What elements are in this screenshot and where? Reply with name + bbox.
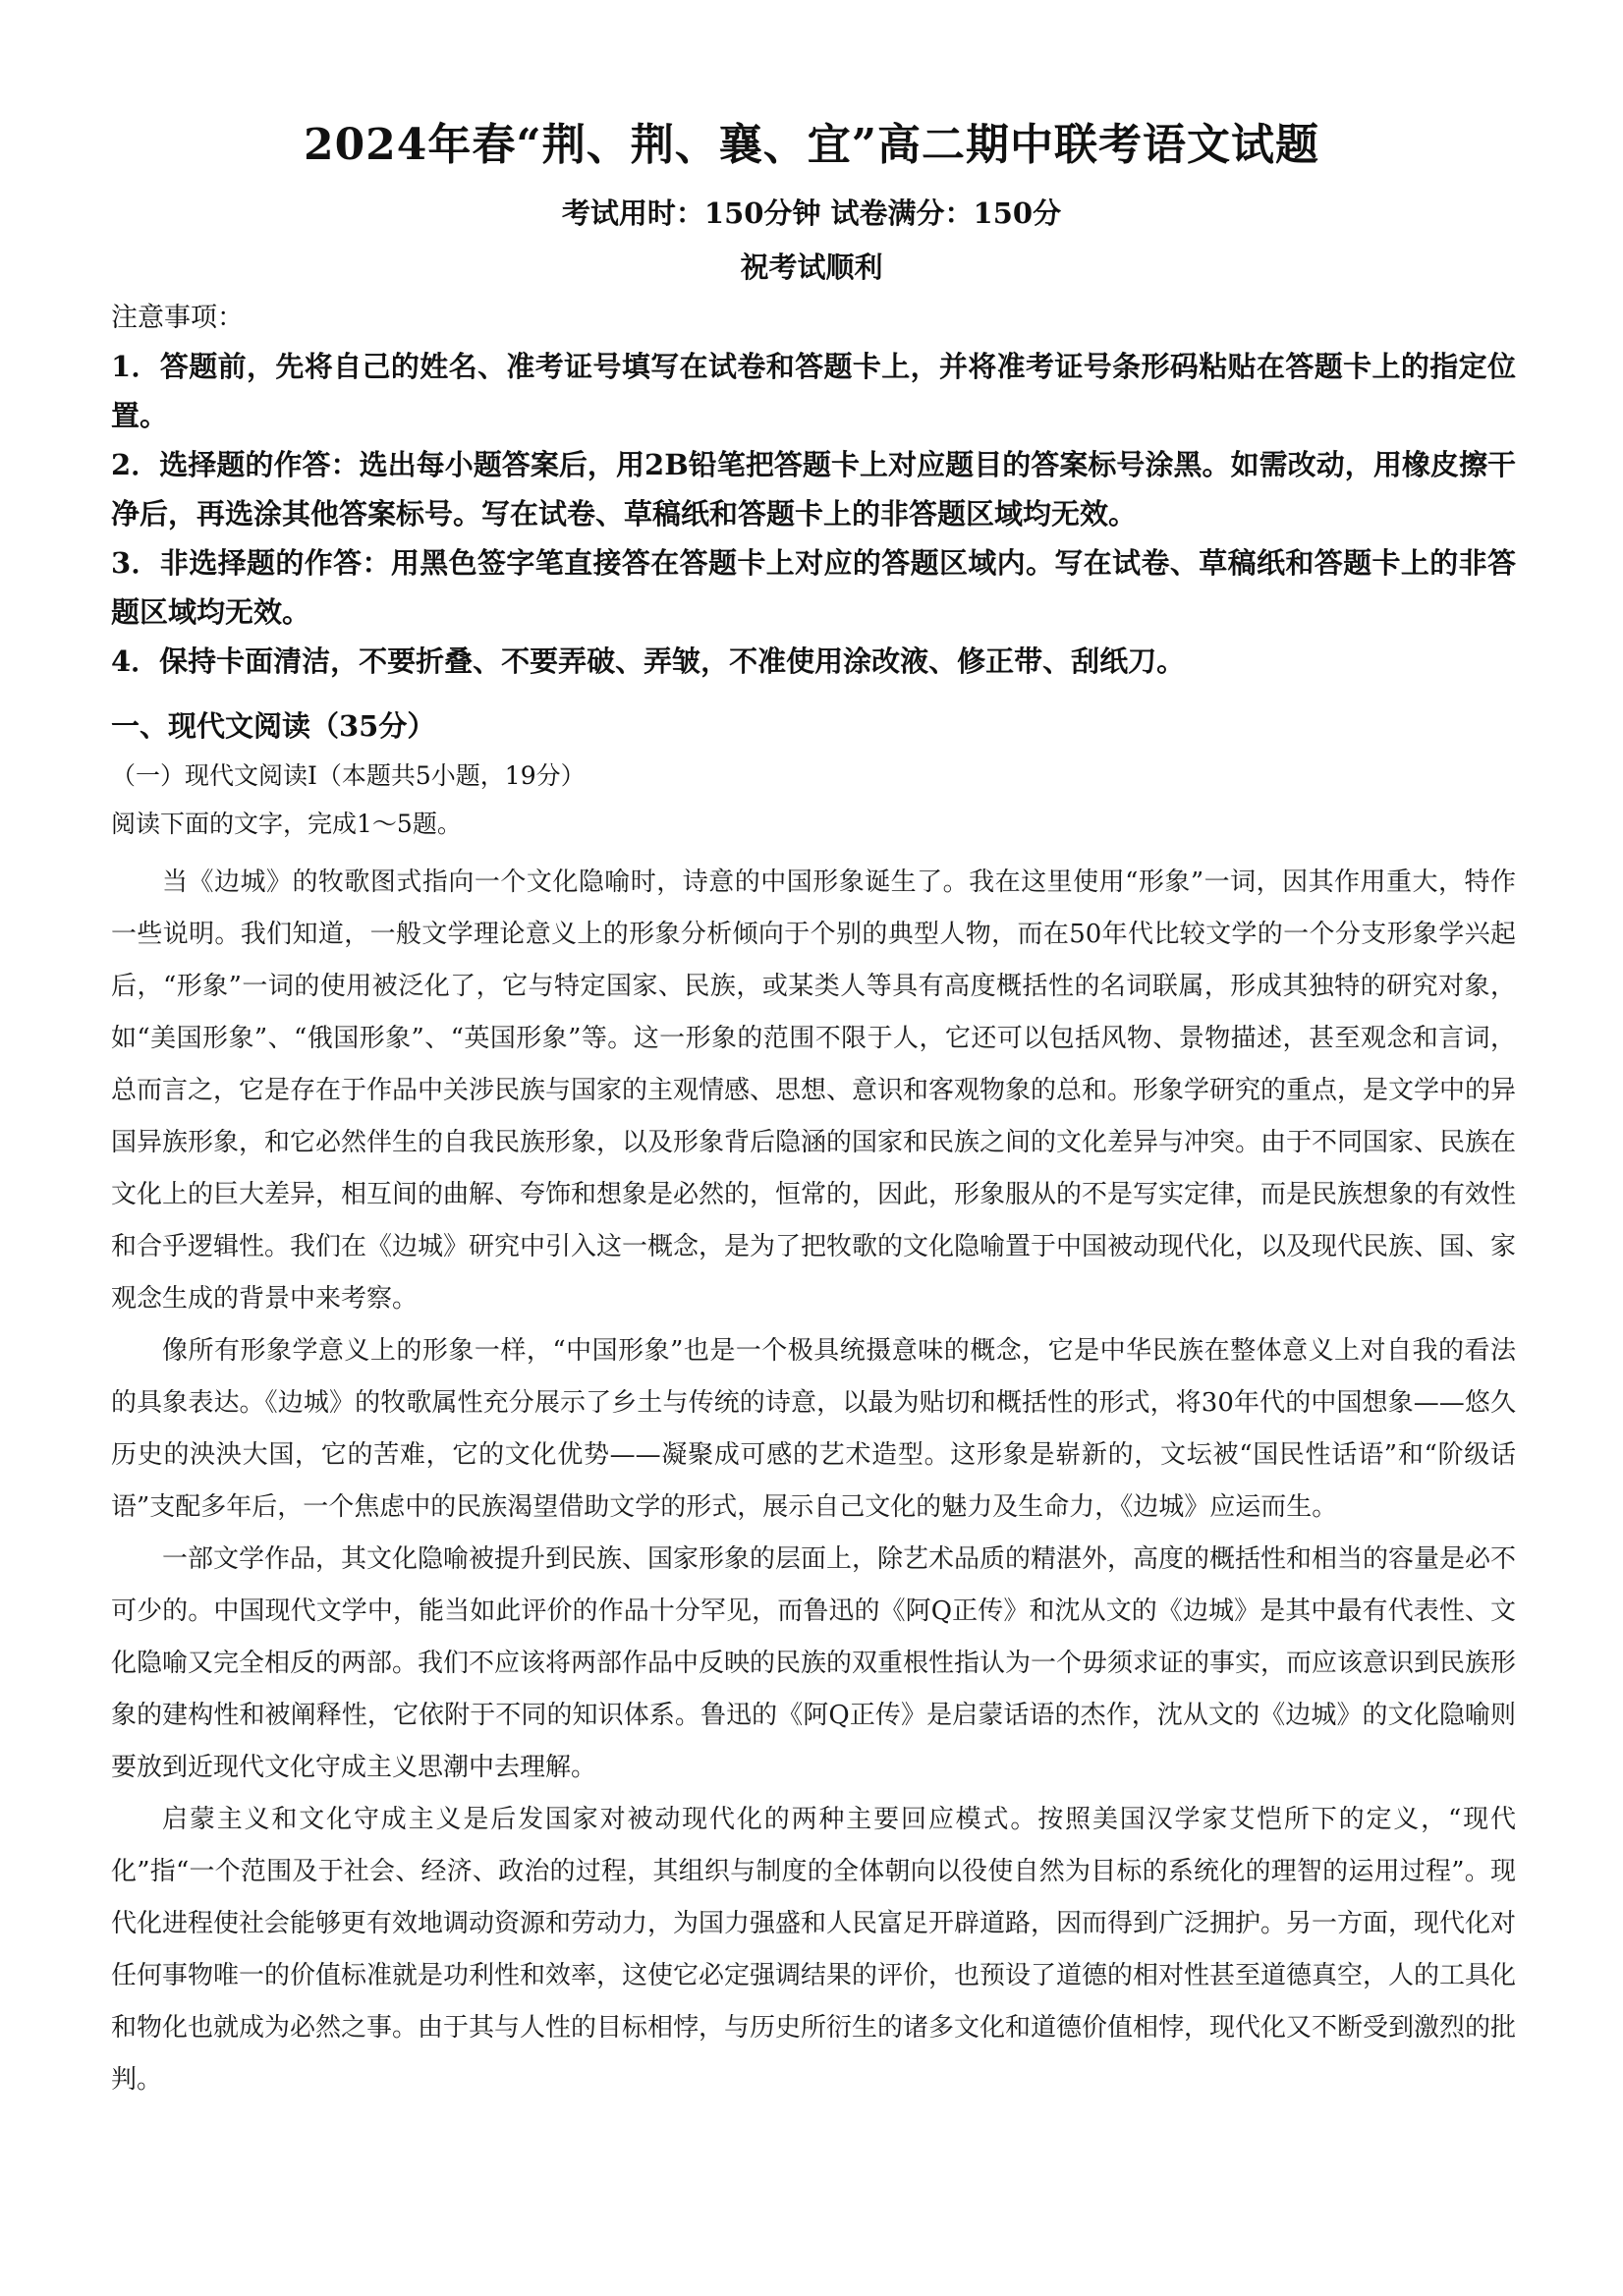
passage-paragraph-4: 启蒙主义和文化守成主义是后发国家对被动现代化的两种主要回应模式。按照美国汉学家艾恺所下的定义，“现代化”指“一个范围及于社会、经济、政治的过程，其组织与制度的全体朝向以役使自然为目标的系统化的理智的运用过程”。现代化进程使社会能够更有效地调动资源和劳动力，为国力强盛和人民富足开辟道路，因而得到广泛拥护。另一方面，现代化对任何事物唯一的价值标准就是功利性和效率，这使它必定强调结果的评价，也预设了道德的相对性甚至道德真空，人的工具化和物化也就成为必然之事。由于其与人性的目标相悖，与历史所衍生的诸多文化和道德价值相悖，现代化又不断受到激烈的批判。 [111,1805,1517,2095]
reading-instruction: 阅读下面的文字，完成1～5题。 [111,810,462,838]
section-title: 一、现代文阅读（35分） [111,709,436,743]
notes-item-1: 1．答题前，先将自己的姓名、准考证号填写在试卷和答题卡上，并将准考证号条形码粘贴在答题卡上的指定位置。 [111,350,1516,432]
sub-section-title: （一）现代文阅读Ⅰ（本题共5小题，19分） [111,761,586,790]
passage-paragraph-3: 一部文学作品，其文化隐喻被提升到民族、国家形象的层面上，除艺术品质的精湛外，高度的概括性和相当的容量是必不可少的。中国现代文学中，能当如此评价的作品十分罕见，而鲁迅的《阿Q正传》和沈从文的《边城》是其中最有代表性、文化隐喻又完全相反的两部。我们不应该将两部作品中反映的民族的双重根性指认为一个毋须求证的事实，而应该意识到民族形象的建构性和被阐释性，它依附于不同的知识体系。鲁迅的《阿Q正传》是启蒙话语的杰作，沈从文的《边城》的文化隐喻则要放到近现代文化守成主义思潮中去理解。 [111,1544,1517,1782]
passage-paragraph-2: 像所有形象学意义上的形象一样，“中国形象”也是一个极具统摄意味的概念，它是中华民族在整体意义上对自我的看法的具象表达。《边城》的牧歌属性充分展示了乡土与传统的诗意，以最为贴切和概括性的形式，将30年代的中国想象——悠久历史的泱泱大国，它的苦难，它的文化优势——凝聚成可感的艺术造型。这形象是崭新的，文坛被“国民性话语”和“阶级话语”支配多年后，一个焦虑中的民族渴望借助文学的形式，展示自己文化的魅力及生命力，《边城》应运而生。 [111,1336,1516,1522]
exam-notes [111,295,1516,686]
exam-meta: 考试用时：150分钟 试卷满分：150分 [561,196,1062,230]
notes-item-4: 4．保持卡面清洁，不要折叠、不要弄破、弄皱，不准使用涂改液、修正带、刮纸刀。 [111,644,1186,678]
notes-item-3: 3．非选择题的作答：用黑色签字笔直接答在答题卡上对应的答题区域内。写在试卷、草稿纸和答题卡上的非答题区域均无效。 [111,546,1516,629]
exam-title: 2024年春“荆、荆、襄、宜”高二期中联考语文试题 [303,120,1320,170]
reading-passage [111,857,1516,2106]
passage-paragraph-1: 当《边城》的牧歌图式指向一个文化隐喻时，诗意的中国形象诞生了。我在这里使用“形象”一词，因其作用重大，特作一些说明。我们知道，一般文学理论意义上的形象分析倾向于个别的典型人物，而在50年代比较文学的一个分支形象学兴起后，“形象”一词的使用被泛化了，它与特定国家、民族，或某类人等具有高度概括性的名词联属，形成其独特的研究对象，如“美国形象”、“俄国形象”、“英国形象”等。这一形象的范围不限于人，它还可以包括风物、景物描述，甚至观念和言词，总而言之，它是存在于作品中关涉民族与国家的主观情感、思想、意识和客观物象的总和。形象学研究的重点，是文学中的异国异族形象，和它必然伴生的自我民族形象，以及形象背后隐涵的国家和民族之间的文化差异与冲突。由于不同国家、民族在文化上的巨大差异，相互间的曲解、夸饰和想象是必然的，恒常的，因此，形象服从的不是写实定律，而是民族想象的有效性和合乎逻辑性。我们在《边城》研究中引入这一概念，是为了把牧歌的文化隐喻置于中国被动现代化，以及现代民族、国、家观念生成的背景中来考察。 [111,868,1517,1314]
exam-blessing: 祝考试顺利 [740,251,883,284]
notes-heading: 注意事项： [111,303,244,333]
notes-item-2: 2．选择题的作答：选出每小题答案后，用2B铅笔把答题卡上对应题目的答案标号涂黑。如需改动，用橡皮擦干净后，再选涂其他答案标号。写在试卷、草稿纸和答题卡上的非答题区域均无效。 [111,448,1516,531]
